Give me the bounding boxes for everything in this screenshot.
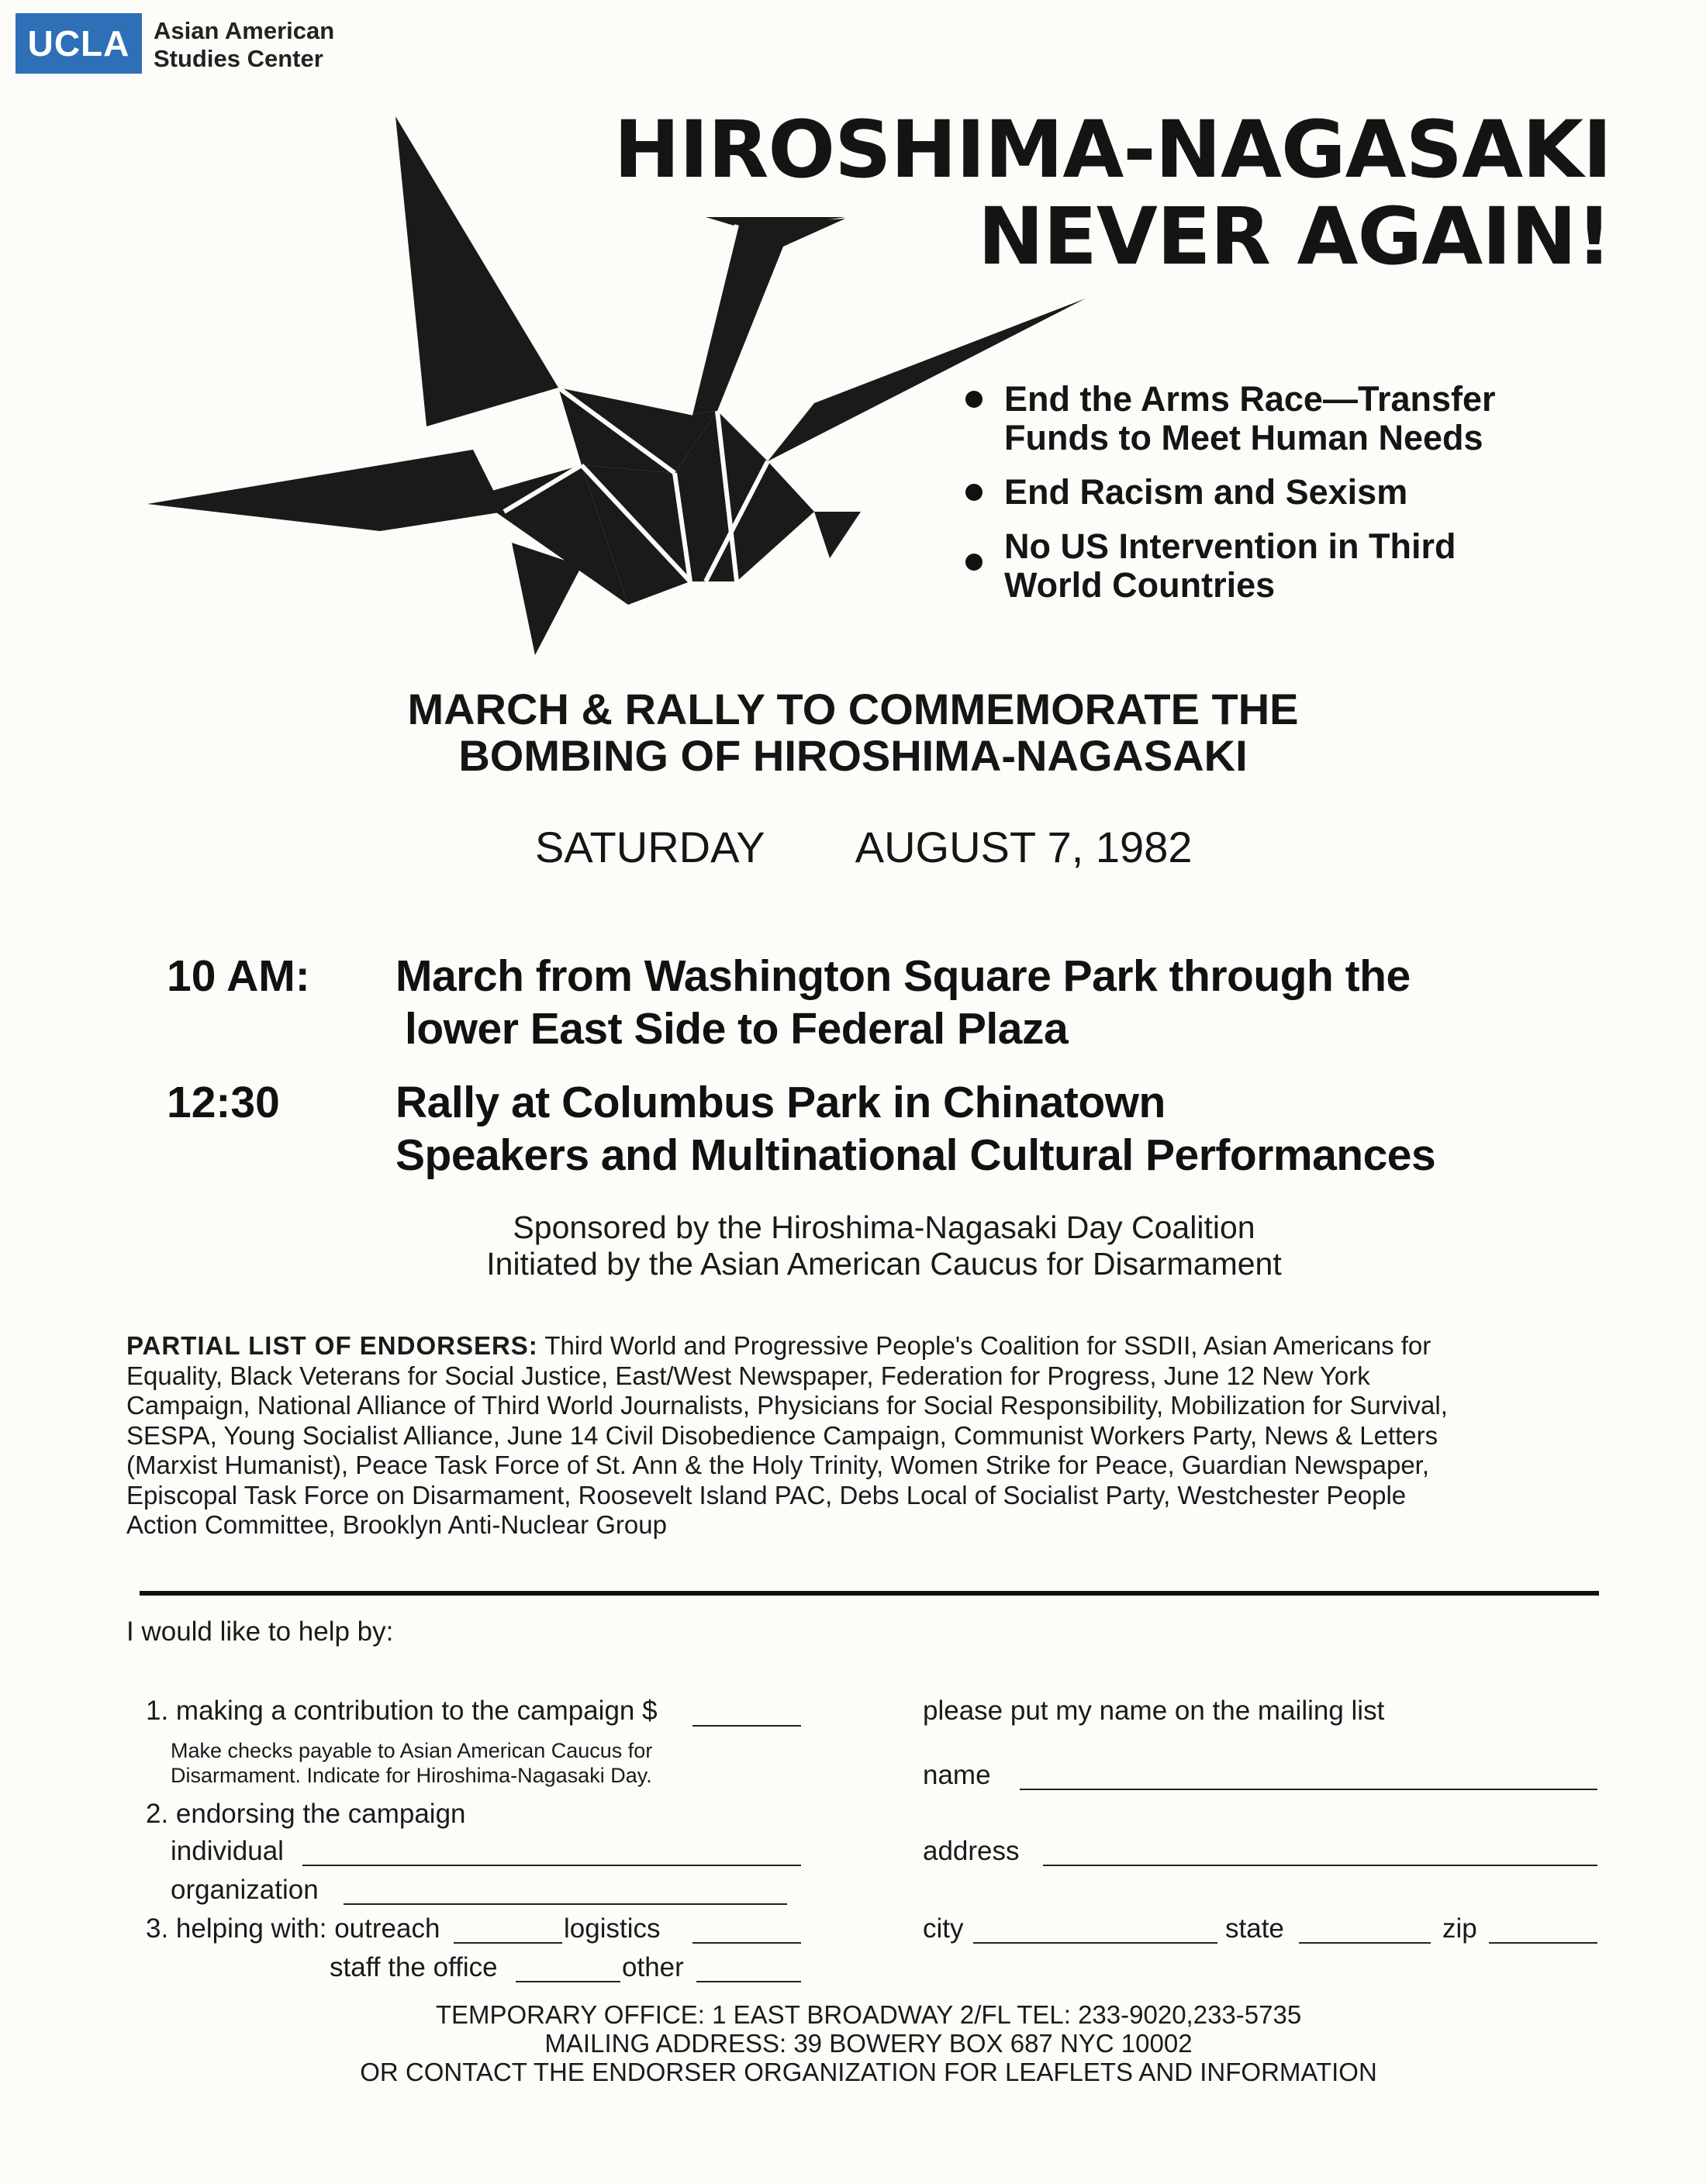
state-label: state xyxy=(1225,1913,1284,1944)
footer-line3: OR CONTACT THE ENDORSER ORGANIZATION FOR LEAFLETS AND INFORMATION xyxy=(360,2058,1377,2086)
schedule-time: 10 AM: xyxy=(167,951,310,1001)
event-title xyxy=(0,686,1706,779)
mailing-list-label: please put my name on the mailing list xyxy=(923,1696,1385,1726)
event-date-value: AUGUST 7, 1982 xyxy=(855,823,1193,871)
demand-text: Funds to Meet Human Needs xyxy=(1004,418,1483,457)
demand-item xyxy=(965,473,1663,512)
contribution-label: 1. making a contribution to the campaign $ xyxy=(146,1696,658,1726)
check-note-line2: Disarmament. Indicate for Hiroshima-Nagasaki Day. xyxy=(171,1764,652,1787)
center-name-line1: Asian American xyxy=(154,17,335,44)
event-title-line2: BOMBING OF HIROSHIMA-NAGASAKI xyxy=(458,731,1248,780)
schedule-description xyxy=(395,1076,1435,1182)
headline-line1: HIROSHIMA-NAGASAKI xyxy=(613,104,1611,196)
demand-item xyxy=(965,527,1663,605)
name-label: name xyxy=(923,1760,991,1790)
staff-office-label: staff the office xyxy=(330,1952,498,1982)
event-date xyxy=(535,822,1193,872)
schedule-line: March from Washington Square Park through the xyxy=(395,951,1411,1001)
endorsing-label: 2. endorsing the campaign xyxy=(146,1799,466,1829)
city-field[interactable] xyxy=(973,1942,1217,1944)
sponsor-line2: Initiated by the Asian American Caucus for Disarmament xyxy=(486,1246,1282,1282)
endorsers-list xyxy=(126,1331,1600,1541)
bullet-dot-icon xyxy=(965,554,983,571)
staff-office-field[interactable] xyxy=(516,1981,620,1982)
schedule-line: lower East Side to Federal Plaza xyxy=(405,1004,1069,1054)
endorsers-line: SESPA, Young Socialist Alliance, June 14 Civil Disobedience Campaign, Communist Workers Party, News & Letters xyxy=(126,1420,1438,1450)
city-label: city xyxy=(923,1913,964,1944)
zip-field[interactable] xyxy=(1489,1942,1597,1944)
footer-line2: MAILING ADDRESS: 39 BOWERY BOX 687 NYC 10002 xyxy=(544,2029,1193,2058)
headline-line2: NEVER AGAIN! xyxy=(977,191,1611,283)
endorsers-line: Third World and Progressive People's Coalition for SSDII, Asian Americans for xyxy=(544,1331,1431,1360)
demands-list xyxy=(965,380,1663,620)
logistics-label: logistics xyxy=(564,1913,661,1944)
helping-label: 3. helping with: outreach xyxy=(146,1913,440,1944)
endorsers-label: PARTIAL LIST OF ENDORSERS: xyxy=(126,1331,538,1360)
state-field[interactable] xyxy=(1299,1942,1431,1944)
divider-rule xyxy=(140,1591,1599,1596)
individual-label: individual xyxy=(171,1836,284,1866)
organization-label: organization xyxy=(171,1875,319,1905)
center-name-line2: Studies Center xyxy=(154,45,323,72)
logistics-field[interactable] xyxy=(692,1942,801,1944)
endorsers-line: Campaign, National Alliance of Third World Journalists, Physicians for Social Responsibility, Mobilization for Survival, xyxy=(126,1391,1448,1420)
crane-left-tail xyxy=(147,450,504,531)
bullet-dot-icon xyxy=(965,484,983,501)
demand-text: No US Intervention in Third xyxy=(1004,526,1456,566)
footer-line1: TEMPORARY OFFICE: 1 EAST BROADWAY 2/FL TEL: 233-9020,233-5735 xyxy=(435,2000,1302,2029)
outreach-field[interactable] xyxy=(454,1942,562,1944)
schedule-description xyxy=(395,950,1411,1055)
schedule-line: Rally at Columbus Park in Chinatown xyxy=(395,1078,1166,1127)
check-note-line1: Make checks payable to Asian American Caucus for xyxy=(171,1739,653,1762)
organization-field[interactable] xyxy=(344,1903,787,1905)
endorsers-line: Episcopal Task Force on Disarmament, Roosevelt Island PAC, Debs Local of Socialist Party, Westchester People xyxy=(126,1480,1407,1509)
bullet-dot-icon xyxy=(965,391,983,408)
event-title-line1: MARCH & RALLY TO COMMEMORATE THE xyxy=(407,685,1299,733)
demand-item xyxy=(965,380,1663,457)
check-note xyxy=(171,1738,652,1788)
crane-left-wing xyxy=(395,116,558,426)
zip-label: zip xyxy=(1442,1913,1477,1944)
endorsers-line: (Marxist Humanist), Peace Task Force of St. Ann & the Holy Trinity, Women Strike for Peace, Guardian Newspaper, xyxy=(126,1451,1430,1479)
schedule-line: Speakers and Multinational Cultural Performances xyxy=(395,1130,1436,1180)
endorsers-line: Equality, Black Veterans for Social Justice, East/West Newspaper, Federation for Progress, June 12 New York xyxy=(126,1361,1370,1390)
event-day: SATURDAY xyxy=(535,823,765,871)
name-field[interactable] xyxy=(1020,1789,1597,1790)
form-intro: I would like to help by: xyxy=(126,1616,394,1647)
address-label: address xyxy=(923,1836,1020,1866)
other-field[interactable] xyxy=(696,1981,801,1982)
contact-footer xyxy=(0,2000,1706,2086)
endorsers-line: Action Committee, Brooklyn Anti-Nuclear Group xyxy=(126,1510,667,1539)
address-field[interactable] xyxy=(1043,1865,1597,1866)
demand-text: World Countries xyxy=(1004,565,1276,605)
ucla-logo: UCLA xyxy=(16,13,142,74)
center-name xyxy=(154,17,334,73)
demand-text: End Racism and Sexism xyxy=(1004,472,1408,512)
schedule-time: 12:30 xyxy=(167,1078,280,1127)
demand-text: End the Arms Race—Transfer xyxy=(1004,379,1496,419)
contribution-amount-field[interactable] xyxy=(692,1725,801,1727)
individual-field[interactable] xyxy=(302,1865,801,1866)
sponsor-line1: Sponsored by the Hiroshima-Nagasaki Day Coalition xyxy=(513,1209,1255,1245)
crane-breast xyxy=(814,512,861,558)
sponsor-block xyxy=(0,1209,1706,1282)
headline xyxy=(613,104,1611,283)
other-label: other xyxy=(622,1952,684,1982)
